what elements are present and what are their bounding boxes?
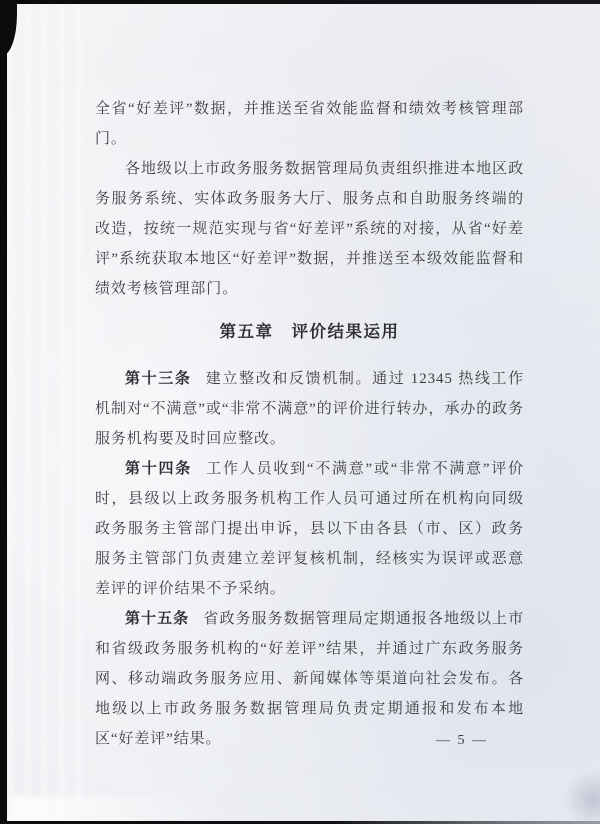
scan-corner-top-left: [0, 0, 17, 56]
article-15-text: 省政务服务数据管理局定期通报各地级以上市和省级政务服务机构的“好差评”结果，并通过广东政务服务网、移动端政务服务应用、新闻媒体等渠道向社会发布。各地级以上市政务服务数据管理局负责定期通报和发布本地区“好差评”结果。: [95, 611, 524, 747]
scan-edge-top: [0, 0, 600, 4]
scan-streaks: [8, 0, 94, 824]
article-13-text: 建立整改和反馈机制。通过 12345 热线工作机制对“不满意”或“非常不满意”的评价进行转办，承办的政务服务机构要及时回应整改。: [95, 371, 524, 447]
article-13-label: 第十三条: [125, 371, 192, 387]
scan-edge-left: [0, 0, 7, 824]
paragraph-agency-responsibility: 各地级以上市政务服务数据管理局负责组织推进本地区政务服务系统、实体政务服务大厅、服务点和自助服务终端的改造，按统一规范实现与省“好差评”系统的对接，从省“好差评”系统获取本地区“好差评”数据，并推送至本级效能监督和绩效考核管理部门。: [95, 161, 524, 297]
article-14-paragraph: [95, 454, 524, 604]
article-15-paragraph: [95, 604, 524, 754]
document-body: [95, 94, 524, 754]
paragraph-continuation: 全省“好差评”数据，并推送至省效能监督和绩效考核管理部门。: [95, 101, 524, 147]
article-14-text: 工作人员收到“不满意”或“非常不满意”评价时，县级以上政务服务机构工作人员可通过所在机构向同级政务服务主管部门提出申诉，县以下由各县（市、区）政务服务主管部门负责建立差评复核机制，经核实为误评或恶意差评的评价结果不予采纳。: [95, 461, 524, 597]
page-number: — 5 —: [436, 733, 488, 748]
chapter-heading: 第五章 评价结果运用: [219, 322, 400, 341]
article-13-paragraph: [95, 364, 524, 454]
scan-streaks-bottom: [10, 796, 230, 822]
article-14-label: 第十四条: [125, 461, 193, 477]
article-15-label: 第十五条: [125, 611, 190, 627]
